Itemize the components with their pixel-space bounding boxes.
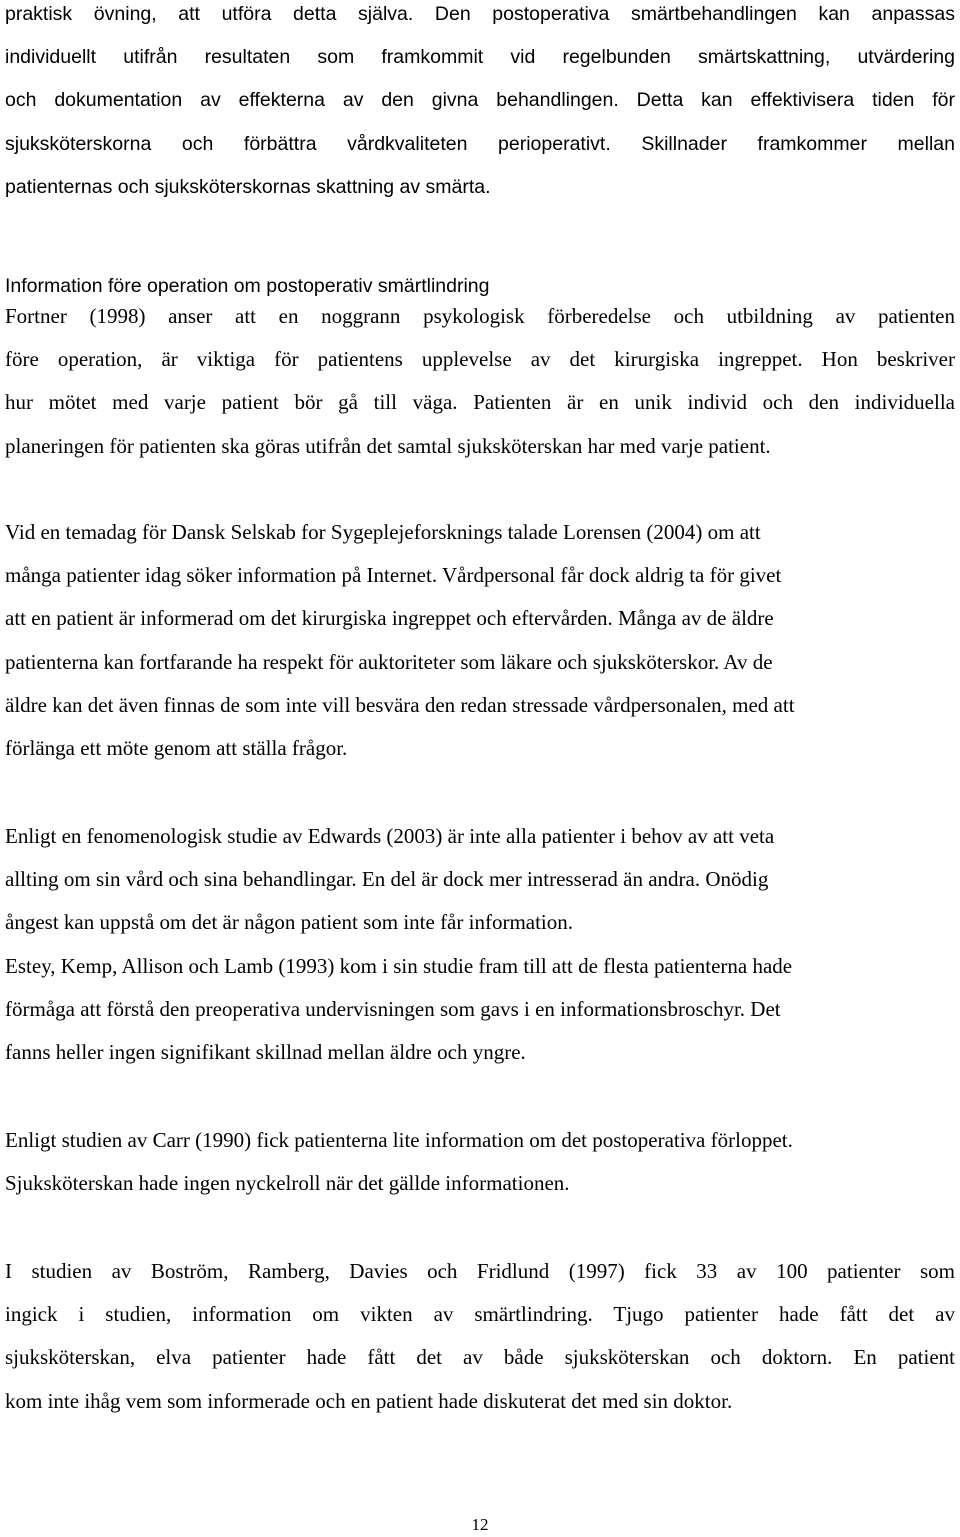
text-line: Sjuksköterskan hade ingen nyckelroll när det gällde informationen.: [5, 1171, 570, 1196]
paragraph-bostrom: [5, 1250, 955, 1423]
paragraph-lorensen: [5, 511, 955, 770]
text-line: Fortner (1998) anser att en noggrann psykologisk förberedelse och utbildning av patienten: [5, 304, 955, 328]
text-line: hur mötet med varje patient bör gå till väga. Patienten är en unik individ och den individuella: [5, 390, 955, 415]
text-line: Enligt en fenomenologisk studie av Edwards (2003) är inte alla patienter i behov av att veta: [5, 824, 775, 848]
text-line: individuellt utifrån resultaten som framkommit vid regelbunden smärtskattning, utvärdering: [5, 46, 955, 69]
paragraph-pain-management: [5, 0, 955, 209]
text-line: förlänga ett möte genom att ställa frågor.: [5, 735, 348, 760]
text-line: patienternas och sjuksköterskornas skattning av smärta.: [5, 175, 491, 198]
text-line: Estey, Kemp, Allison och Lamb (1993) kom i sin studie fram till att de flesta patienterna hade: [5, 953, 793, 978]
text-line: ångest kan uppstå om det är någon patient som inte får information.: [5, 910, 574, 935]
paragraph-edwards-estey: [5, 815, 955, 1074]
paragraph-fortner: [5, 295, 955, 468]
text-line: förmåga att förstå den preoperativa undervisningen som gavs i en informationsbroschyr. Det: [5, 996, 781, 1021]
text-line: allting om sin vård och sina behandlingar. En del är dock mer intresserad än andra. Onödig: [5, 867, 769, 892]
text-line: många patienter idag söker information på Internet. Vårdpersonal får dock aldrig ta för givet: [5, 563, 782, 588]
text-line: sjuksköterskan, elva patienter hade fått det av både sjuksköterskan och doktorn. En patient: [5, 1345, 955, 1370]
text-line: Enligt studien av Carr (1990) fick patienterna lite information om det postoperativa förloppet.: [5, 1128, 793, 1152]
text-line: före operation, är viktiga för patientens upplevelse av det kirurgiska ingreppet. Hon beskriver: [5, 347, 955, 372]
text-line: äldre kan det även finnas de som inte vill besvära den redan stressade vårdpersonalen, med att: [5, 692, 795, 717]
paragraph-carr: [5, 1119, 955, 1205]
text-line: fanns heller ingen signifikant skillnad mellan äldre och yngre.: [5, 1039, 526, 1064]
text-line: I studien av Boström, Ramberg, Davies och Fridlund (1997) fick 33 av 100 patienter som: [5, 1259, 955, 1283]
text-line: planeringen för patienten ska göras utifrån det samtal sjuksköterskan har med varje patient.: [5, 433, 771, 458]
section-heading: Information före operation om postoperativ smärtlindring: [5, 275, 490, 297]
text-line: att en patient är informerad om det kirurgiska ingreppet och eftervården. Många av de äldre: [5, 606, 774, 631]
text-line: praktisk övning, att utföra detta själva. Den postoperativa smärtbehandlingen kan anpassas: [5, 3, 955, 25]
page-number: 12: [471, 1515, 489, 1534]
text-line: Vid en temadag för Dansk Selskab for Sygeplejeforsknings talade Lorensen (2004) om att: [5, 520, 761, 544]
text-line: kom inte ihåg vem som informerade och en patient hade diskuterat det med sin doktor.: [5, 1388, 733, 1413]
text-line: ingick i studien, information om vikten av smärtlindring. Tjugo patienter hade fått det av: [5, 1302, 955, 1327]
text-line: sjuksköterskorna och förbättra vårdkvaliteten perioperativt. Skillnader framkommer mellan: [5, 132, 955, 155]
text-line: patienterna kan fortfarande ha respekt för auktoriteter som läkare och sjuksköterskor. Av de: [5, 649, 773, 674]
text-line: och dokumentation av effekterna av den givna behandlingen. Detta kan effektivisera tiden för: [5, 89, 955, 112]
